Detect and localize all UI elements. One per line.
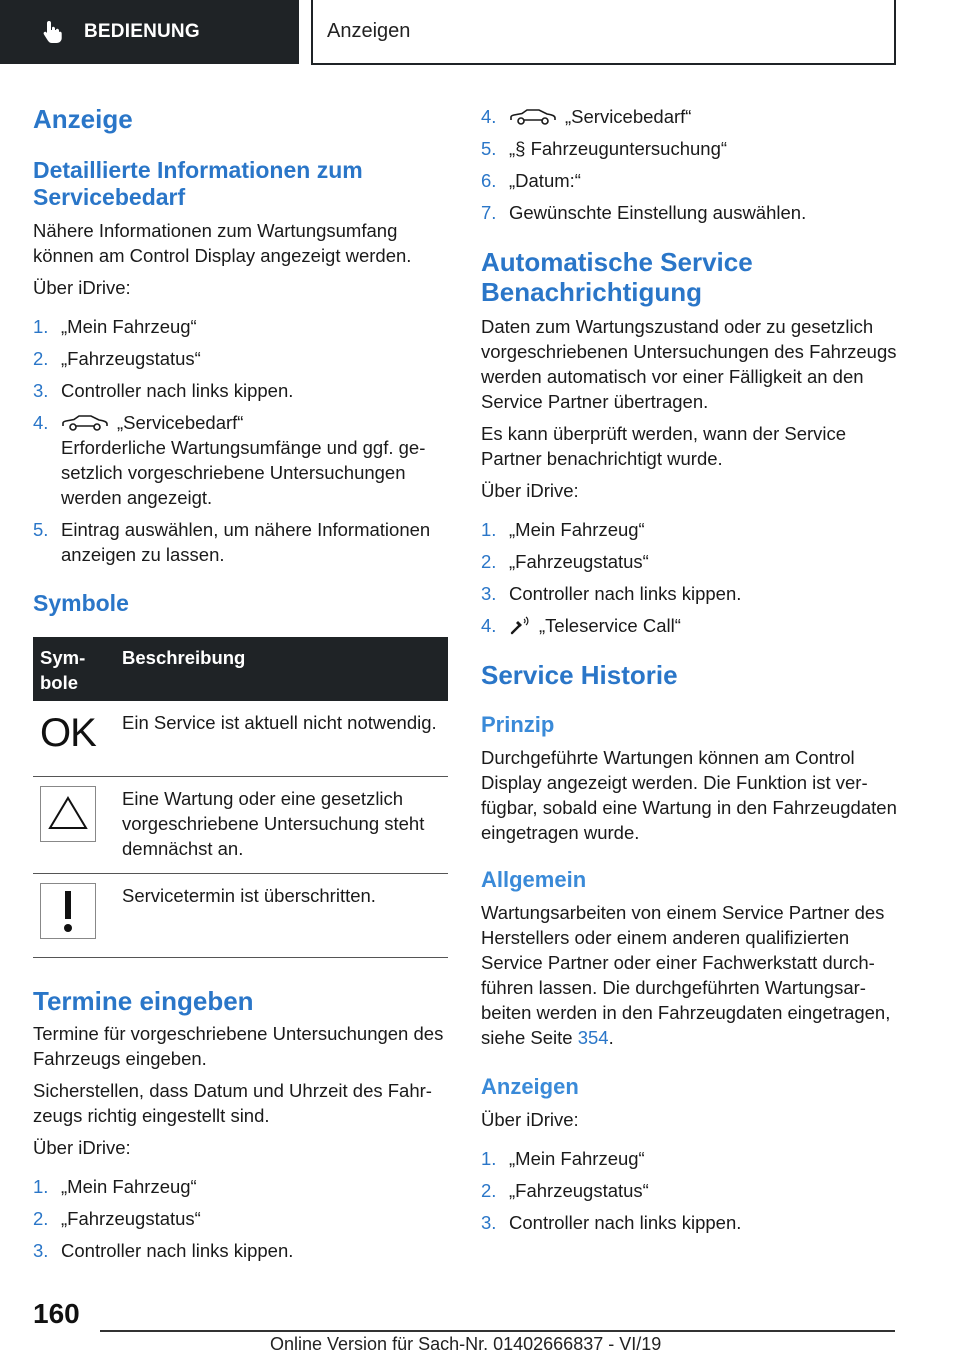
step-text: Gewünschte Einstellung auswählen. <box>509 202 807 223</box>
step-detail: Erforderliche Wartungsumfänge und ggf. gesetzlich vorgeschriebene Untersuchungen werden angezeigt. <box>61 437 426 508</box>
step-list <box>33 314 448 567</box>
table-cell-icon <box>33 873 115 957</box>
step-number: 3. <box>33 1239 49 1261</box>
page-number: 160 <box>33 1298 80 1329</box>
list-item <box>33 346 448 371</box>
step-text: „§ Fahrzeuguntersuchung“ <box>509 138 728 159</box>
step-number: 5. <box>33 519 49 540</box>
step-number: 2. <box>481 551 497 572</box>
warning-triangle-icon <box>40 786 96 842</box>
step-number: 3. <box>481 583 497 604</box>
table-cell-icon <box>33 701 115 776</box>
page-reference-link[interactable]: 354 <box>577 1027 609 1048</box>
step-text: „Datum:“ <box>509 170 581 191</box>
idrive-label: Über iDrive: <box>33 1136 131 1158</box>
step-content <box>61 410 448 510</box>
step-list <box>481 517 901 638</box>
step-number: 3. <box>33 380 49 401</box>
hand-pointer-icon <box>40 19 66 45</box>
step-text: „Fahrzeugstatus“ <box>509 551 649 572</box>
list-item <box>481 136 901 161</box>
heading-service-history: Service Historie <box>481 660 678 690</box>
list-item <box>33 1238 448 1263</box>
list-item <box>33 517 448 567</box>
step-number: 2. <box>33 348 49 369</box>
step-list-continued <box>481 104 901 225</box>
step-number: 1. <box>33 1175 49 1197</box>
table-cell-description: Ein Service ist aktuell nicht notwendig. <box>115 701 448 776</box>
paragraph-termine-2: Sicherstellen, dass Datum und Uhrzeit des Fahrzeugs richtig eingestellt sind. <box>33 1079 432 1126</box>
step-text: Controller nach links kippen. <box>61 380 294 401</box>
heading-detail: Detaillierte Informationen zum Servicebedarf <box>33 157 363 210</box>
table-cell-icon <box>33 776 115 873</box>
heading-anzeigen: Anzeigen <box>481 1074 579 1099</box>
step-number: 3. <box>481 1212 497 1233</box>
idrive-label: Über iDrive: <box>481 1109 579 1130</box>
paragraph-allgemein-text: Wartungsarbeiten von einem Service Partner des Herstellers oder einem anderen qualifizierten Service Partner oder einer Fachwerkstatt durchführen lassen. Die durchgeführten Wartungsarbeiten werden in den Fahrzeugdaten eingetragen, siehe Seite <box>481 902 891 1048</box>
list-item <box>481 1178 901 1203</box>
heading-automatic-notification: Automatische Service Benachrichtigung <box>481 247 753 307</box>
step-number: 4. <box>481 615 497 636</box>
heading-symbole: Symbole <box>33 590 129 616</box>
step-number: 2. <box>33 1207 49 1229</box>
step-text: „Servicebedarf“ <box>117 412 244 433</box>
left-column <box>33 100 448 1270</box>
step-number: 5. <box>481 138 497 159</box>
step-number: 6. <box>481 170 497 191</box>
idrive-label: Über iDrive: <box>33 277 131 298</box>
list-item <box>481 1146 901 1171</box>
step-text: „Fahrzeugstatus“ <box>61 1207 201 1229</box>
step-list <box>33 1174 448 1263</box>
heading-anzeige: Anzeige <box>33 104 133 134</box>
list-item <box>33 378 448 403</box>
step-text: „Mein Fahrzeug“ <box>61 1175 197 1197</box>
heading-allgemein: Allgemein <box>481 867 587 892</box>
list-item <box>33 410 448 510</box>
step-text: Eintrag auswählen, um nähere Informationen anzeigen zu lassen. <box>61 519 431 565</box>
footer-divider <box>100 1330 895 1332</box>
step-text: „Servicebedarf“ <box>565 106 692 127</box>
step-text: „Mein Fahrzeug“ <box>509 1148 645 1169</box>
paragraph-allgemein <box>481 900 901 1050</box>
table-cell-description: Eine Wartung oder eine gesetzlich vorgeschriebene Untersuchung steht demnächst an. <box>115 776 448 873</box>
step-text: Controller nach links kippen. <box>509 583 742 604</box>
step-content <box>509 613 901 638</box>
list-item <box>481 200 901 225</box>
chapter-label: Anzeigen <box>327 20 411 42</box>
step-number: 1. <box>481 1148 497 1169</box>
list-item <box>481 1210 901 1235</box>
list-item <box>33 314 448 339</box>
heading-termine: Termine eingeben <box>33 985 254 1016</box>
paragraph-prinzip: Durchgeführte Wartungen können am Control Display angezeigt werden. Die Funktion ist verfügbar, sobald eine Wartung in den Fahrzeugdaten eingetragen wurde. <box>481 747 897 843</box>
step-text: „Mein Fahrzeug“ <box>61 316 197 337</box>
step-number: 1. <box>33 316 49 337</box>
right-column <box>481 100 901 1242</box>
footer-version-text: Online Version für Sach-Nr. 01402666837 - VI/19 <box>270 1334 662 1354</box>
step-number: 7. <box>481 202 497 223</box>
paragraph-termine-1: Termine für vorgeschriebene Untersuchungen des Fahrzeugs eingeben. <box>33 1022 444 1069</box>
list-item <box>481 549 901 574</box>
idrive-label: Über iDrive: <box>481 480 579 501</box>
heading-prinzip: Prinzip <box>481 712 555 737</box>
ok-icon: OK <box>40 711 96 755</box>
step-text: „Fahrzeugstatus“ <box>509 1180 649 1201</box>
chapter-box <box>311 0 896 65</box>
section-tab <box>0 0 299 64</box>
list-item <box>481 581 901 606</box>
step-number: 2. <box>481 1180 497 1201</box>
car-service-icon <box>509 108 557 126</box>
section-label: BEDIENUNG <box>84 21 200 42</box>
step-list <box>481 1146 901 1235</box>
paragraph-detail: Nähere Informationen zum Wartungsumfang können am Control Display angezeigt werden. <box>33 220 412 266</box>
table-row <box>33 873 448 957</box>
step-text: „Fahrzeugstatus“ <box>61 348 201 369</box>
table-header-symbol: Symbole <box>33 637 115 701</box>
paragraph-auto-2: Es kann überprüft werden, wann der Service Partner benachrichtigt wurde. <box>481 423 847 469</box>
step-content <box>509 104 901 129</box>
table-header-row <box>33 637 448 701</box>
step-number: 4. <box>33 412 49 433</box>
list-item <box>33 1174 448 1199</box>
list-item <box>481 104 901 129</box>
period: . <box>608 1027 614 1048</box>
step-text: „Mein Fahrzeug“ <box>509 519 645 540</box>
list-item <box>33 1206 448 1231</box>
list-item <box>481 517 901 542</box>
exclamation-icon <box>40 883 96 939</box>
step-text: „Teleservice Call“ <box>539 615 681 636</box>
list-item <box>481 613 901 638</box>
step-number: 1. <box>481 519 497 540</box>
table-row <box>33 776 448 873</box>
table-row <box>33 701 448 776</box>
list-item <box>481 168 901 193</box>
table-header-description: Beschreibung <box>115 637 448 701</box>
step-number: 4. <box>481 106 497 127</box>
symbol-table <box>33 637 448 958</box>
table-cell-description: Servicetermin ist überschritten. <box>115 873 448 957</box>
car-service-icon <box>61 414 109 432</box>
wrench-signal-icon <box>509 615 531 635</box>
step-text: Controller nach links kippen. <box>61 1239 294 1261</box>
step-text: Controller nach links kippen. <box>509 1212 742 1233</box>
page-header <box>0 0 960 66</box>
paragraph-auto-1: Daten zum Wartungszustand oder zu gesetzlich vorgeschriebenen Untersuchungen des Fahrzeugs werden automatisch vor einer Fälligkeit an den Service Partner übertragen. <box>481 316 897 412</box>
